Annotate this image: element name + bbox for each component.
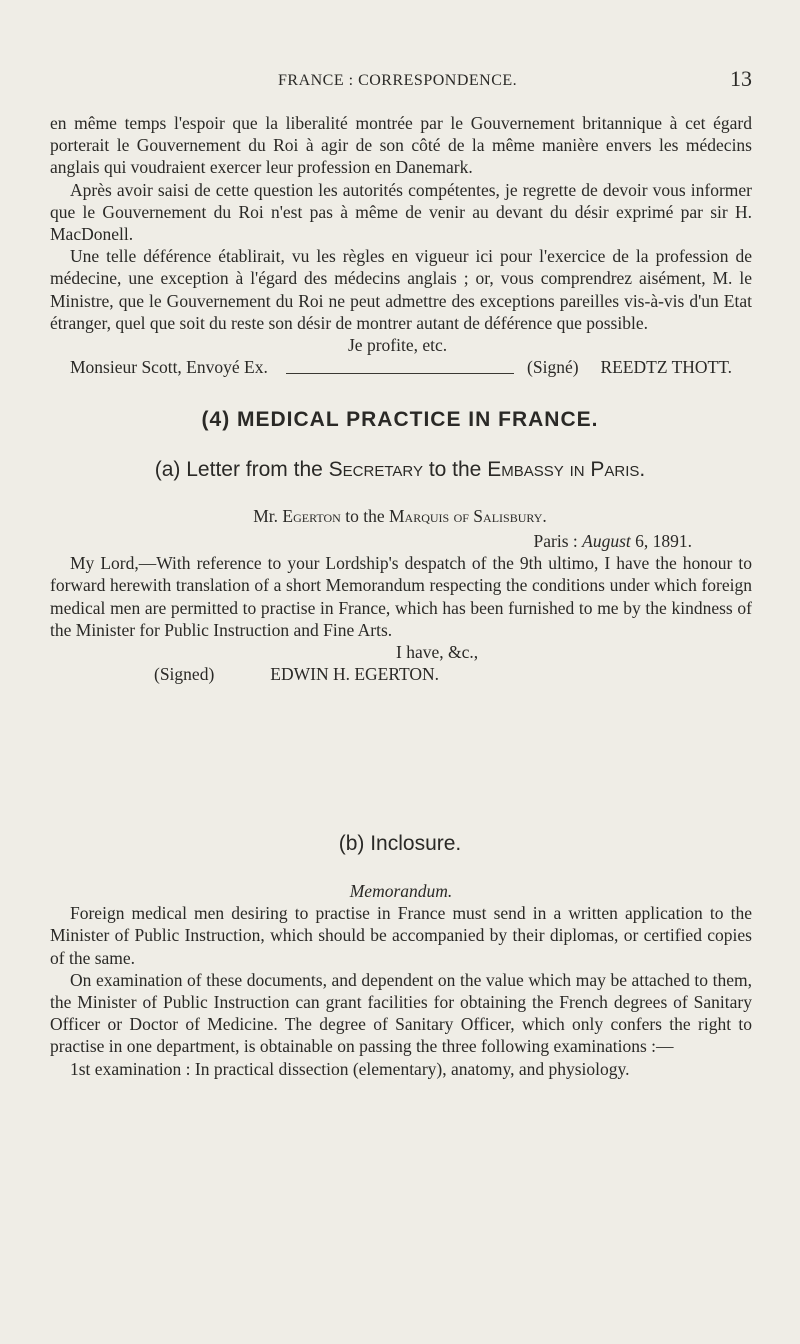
french-closing: Je profite, etc.	[348, 335, 448, 356]
letter-closing: I have, &c.,	[396, 642, 479, 663]
section-heading: (4) MEDICAL PRACTICE IN FRANCE.	[201, 408, 599, 431]
date-month: August	[582, 531, 631, 551]
memorandum	[50, 880, 752, 1080]
letter-header	[0, 506, 800, 527]
letter-signature-line	[50, 663, 752, 685]
french-paragraph: Après avoir saisi de cette question les autorités compétentes, je regrette de devoir vous informer que le Gouvernement du Roi n'est pas à même de venir au devant du désir exprimé par sir H. MacDonell.	[50, 179, 752, 245]
subheading-secretary: Secretary	[328, 458, 423, 481]
memo-paragraph: On examination of these documents, and dependent on the value which may be attached to them, the Minister of Public Instruction can grant facilities for obtaining the French degrees of Sanitary Officer or Doctor of Medicine. The degree of Sanitary Officer, which only confers the right to practise in one department, is obtainable on passing the three following examinations :—	[50, 969, 752, 1057]
letter-signed-mark: (Signed)	[154, 664, 215, 685]
date-rest: 6, 1891.	[635, 531, 692, 551]
section-divider	[286, 373, 514, 374]
subheading-prefix: (a) Letter from the	[154, 458, 323, 481]
french-signed-group	[527, 356, 732, 378]
letter-to: to the	[345, 506, 385, 526]
letter-body: My Lord,—With reference to your Lordship's despatch of the 9th ultimo, I have the honour to forward herewith translation of a short Memorandum respecting the conditions under which foreign medical men are permitted to practise in France, which has been furnished to me by the kindness of the Minister for Public Instruction and Fine Arts.	[50, 553, 752, 640]
subheading-mid: to the	[428, 458, 482, 481]
letter-sender: Egerton	[282, 506, 341, 526]
date-place: Paris :	[533, 531, 578, 551]
french-paragraph: Une telle déférence établirait, vu les règles en vigueur ici pour l'exercice de la profession de médecine, une exception à l'égard des médecins anglais ; or, vous comprendrez aisément, M. le Ministre, que le Gouvernement du Roi ne peut admettre des exceptions pareilles vis-à-vis d'un Etat étranger, quel que soit du reste son désir de montrer autant de déférence que possible.	[50, 246, 752, 333]
french-addressee: Monsieur Scott, Envoyé Ex.	[70, 357, 268, 378]
french-paragraph: en même temps l'espoir que la liberalité montrée par le Gouvernement britannique à cet égard porterait le Gouvernement du Roi à agir de son côté de la même manière envers les médecins anglais qui voudraient exercer leur profession en Danemark.	[50, 113, 752, 178]
french-signatory: REEDTZ THOTT.	[600, 357, 732, 378]
memo-paragraph: 1st examination : In practical dissection (elementary), anatomy, and physiology.	[70, 1058, 630, 1079]
letter-date	[50, 530, 752, 552]
page-number: 13	[730, 66, 752, 91]
letter-from: Mr.	[253, 506, 279, 526]
letter-signatory: EDWIN H. EGERTON.	[270, 664, 440, 685]
running-head	[60, 66, 752, 96]
running-title: FRANCE : CORRESPONDENCE.	[278, 72, 518, 89]
french-signature-line	[50, 356, 752, 378]
egerton-letter	[50, 530, 752, 685]
french-signed-mark: (Signé)	[527, 357, 579, 378]
letter-subheading	[0, 458, 800, 482]
memo-title: Memorandum.	[349, 881, 453, 901]
french-letter	[50, 112, 752, 378]
letter-recipient: Marquis of Salisbury.	[388, 506, 547, 526]
inclosure-heading: (b) Inclosure.	[338, 832, 462, 855]
memo-paragraph: Foreign medical men desiring to practise in France must send in a written application to the Minister of Public Instruction, which should be accompanied by their diplomas, or certified copies of the same.	[50, 903, 752, 968]
subheading-embassy: Embassy in Paris.	[487, 458, 646, 481]
